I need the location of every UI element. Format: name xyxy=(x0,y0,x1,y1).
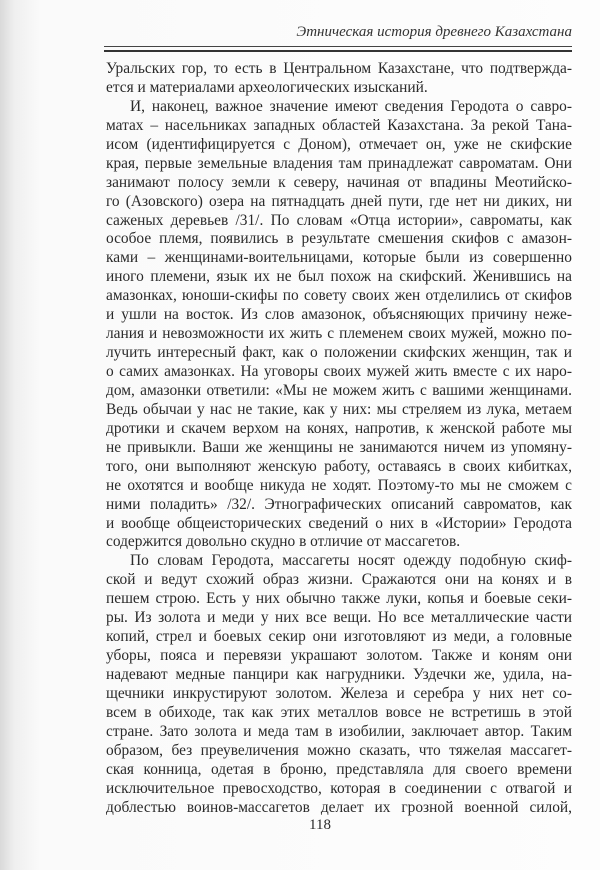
text-line: По словам Геродота, массагеты носят одежду подобную скиф- xyxy=(130,552,572,570)
header-rule-thin xyxy=(104,46,572,47)
text-line: края, первые земельные владения там принадлежат савроматам. Они xyxy=(106,154,572,172)
text-line: щечники инкрустируют золотом. Железа и серебра у них нет со- xyxy=(106,684,572,702)
text-line: не охотятся и вообще никуда не ходят. Поэтому-то мы не сможем с xyxy=(106,476,572,494)
text-line: амазонках, юноши-скифы по совету своих жен отделились от скифов xyxy=(106,287,572,305)
running-header: Этническая история древнего Казахстана xyxy=(296,24,572,40)
text-line: дротики и скачем верхом на конях, напротив, к женской работе мы xyxy=(106,419,572,437)
text-line: ними поладить» /32/. Этнографических описаний савроматов, как xyxy=(106,495,572,513)
text-line: пешем строю. Есть у них обычно также луки, копья и боевые секи- xyxy=(106,590,572,608)
text-line: лучить интересный факт, как о положении скифских женщин, так и xyxy=(106,344,572,362)
text-line: о самих амазонках. На уговоры своих мужей жить вместе с их наро- xyxy=(106,363,572,380)
text-line: особое племя, появились в результате смешения скифов с амазон- xyxy=(106,230,572,248)
text-line: содержится довольно скудно в отличие от массагетов. xyxy=(106,533,461,551)
text-line: занимают полосу земли к северу, начиная от впадины Меотийско- xyxy=(106,173,572,191)
text-line: ры. Из золота и меди у них все вещи. Но все металлические части xyxy=(106,609,572,627)
text-line: всем в обиходе, так как этих металлов вовсе не встретишь в этой xyxy=(106,703,572,721)
text-line: уборы, пояса и перевязи украшают золотом. Также и коням они xyxy=(106,647,572,665)
text-line: И, наконец, важное значение имеют сведения Геродота о савро- xyxy=(130,97,572,115)
text-line: лания и невозможности их жить с племенем своих мужей, можно по- xyxy=(106,325,572,343)
text-line: доблестью воинов-массагетов делает их грозной военной силой, xyxy=(106,798,572,816)
text-line: образом, без преувеличения можно сказать, что тяжелая массагет- xyxy=(106,741,572,759)
header-rule-thick xyxy=(104,50,572,52)
text-line: ками – женщинами-воительницами, которые были из совершенно xyxy=(106,249,572,267)
page-number: 118 xyxy=(309,817,331,833)
text-line: матах – насельниках западных областей Казахстана. За рекой Тана- xyxy=(106,116,572,134)
text-line: саженых деревьев /31/. По словам «Отца истории», савроматы, как xyxy=(106,211,572,229)
body-text xyxy=(106,60,572,818)
text-line: и ушли на восток. Из слов амазонок, объясняющих причину неже- xyxy=(106,306,572,324)
text-line: надевают медные панцири как нагрудники. Уздечки же, удила, на- xyxy=(106,666,572,683)
text-line: стране. Зато золота и меда там в изобилии, заключает автор. Таким xyxy=(106,722,572,740)
text-line: ется и материалами археологических изысканий. xyxy=(106,78,428,96)
text-line: дом, амазонки ответили: «Мы не можем жить с вашими женщинами. xyxy=(106,381,572,399)
text-line: исом (идентифицируется с Доном), отмечает он, уже не скифские xyxy=(106,135,572,153)
text-line: не привыкли. Ваши же женщины не занимаются ничем из упомяну- xyxy=(106,438,572,456)
text-line: го (Азовского) озера на пятнадцать дней пути, где нет ни диких, ни xyxy=(106,192,572,210)
text-line: ская конница, одетая в броню, представляла для своего времени xyxy=(106,760,572,778)
text-line: исключительное превосходство, которая в соединении с отвагой и xyxy=(106,779,572,797)
text-line: копий, стрел и боевых секир они изготовляют из меди, а головные xyxy=(106,628,572,646)
text-line: иного племени, язык их не был похож на скифский. Женившись на xyxy=(106,268,572,286)
text-line: Уральских гор, то есть в Центральном Казахстане, что подтвержда- xyxy=(106,60,572,77)
text-line: и вообще общеисторических сведений о них в «Истории» Геродота xyxy=(106,514,572,532)
text-line: ской и ведут схожий образ жизни. Сражаются они на конях и в xyxy=(106,571,572,589)
text-line: Ведь обычаи у нас не такие, как у них: мы стреляем из лука, метаем xyxy=(106,400,572,418)
text-line: того, они выполняют женскую работу, оставаясь в своих кибитках, xyxy=(106,457,572,475)
